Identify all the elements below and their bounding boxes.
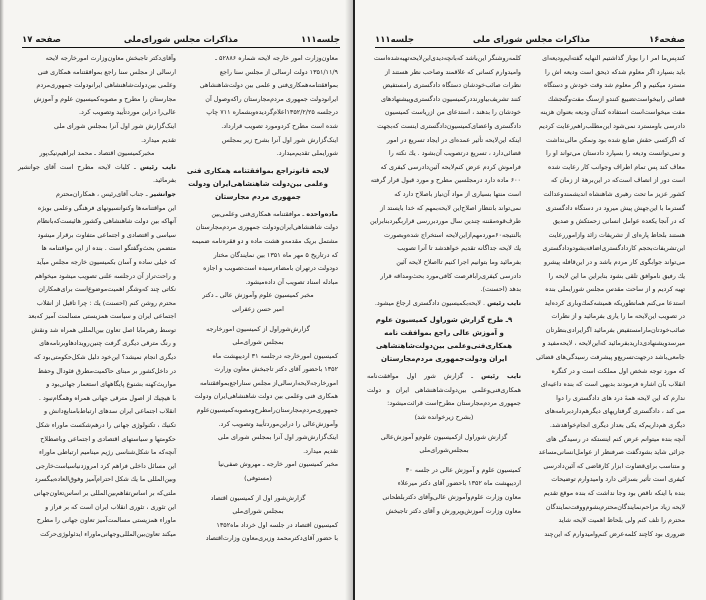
signature: مخبر کمیسیون علوم وآموزش عالی ـ دکتر (202, 291, 314, 300)
text-line: اردیبهشت ماه ۱۳۵۲ باحضور آقای دکتر میرعلاء (397, 479, 521, 488)
text-line: بفرمائید وما بتوانیم اجرا کنیم تااصلاح لایحه آئین (396, 257, 521, 266)
text-line: مسترد میکنیم و اگر معلوم شد وقت خودش و دستگاه (543, 81, 685, 90)
text-line: یك رفیق ناموافق تلقی بشود بنابراین ما این لایحه را (548, 271, 685, 280)
text-line: ۱۳۵۲ باحضور آقای دکتر تاجبخش معاون وزارت (214, 365, 338, 374)
signature: امیر حسن زعفرانی (232, 304, 284, 313)
text-line: و متناسب برای‌قضاوت ابزار کارقاضی که آئین‌دادرسی (543, 461, 685, 470)
heading-line: جمهوری مردم مجارستان (215, 192, 301, 201)
text-line: اینک‌گزارش شور اول آنرا بمجلس شورای ملی (54, 121, 176, 130)
text-line: محترم را تلف کنم ولی بلحاظ اهمیت لایحه شاید (558, 516, 685, 525)
text-line: مبادله اسناد تصویب آن داده‌میشود. (245, 277, 338, 286)
page-number: صفحه ۱۷ (22, 35, 61, 45)
text-line: کیفری است تأثیر بسزائی دارد وامیدوارم توضیحات (551, 475, 685, 484)
deputy-speaker-remark (367, 370, 521, 411)
text-line: نکاتی چند که‌وشگر اهمیت‌موضوع‌است برای‌همکاران (38, 285, 176, 294)
text-line: ارسالی از مجلس سنا راجع بموافقتنامه همکاری فنی (37, 67, 176, 76)
text-line: جامعی‌باشد درجهت‌تسریع‌و پیشرفت رسیدگی‌های قضائی (536, 353, 685, 362)
text-line: ۶۰۰ ماده دارد درمجلسین مطرح و مورد قبول قرار گرفته (370, 176, 521, 185)
text-line: وامیدوارم کسانی که علاقمند وصاحب نظر هستند از (385, 67, 521, 76)
text-line: ۱۳۵۱/۱۱/۹ دولت ارسالی از مجلس سنا راجع (219, 67, 338, 76)
heading-line: لایحه قانونراجع بموافقتنامه همکاری فنی (186, 166, 330, 175)
text-line: تقدیم میدارد. (141, 135, 176, 144)
text-line: بموافقتنامه‌همکاری‌فنی و علمی بین دولت‌شاهنشاهی (199, 81, 338, 90)
text-line: که درتاریخ ۵ مهر ماه ۱۳۵۱ بین نمایندگان مختار (213, 250, 338, 259)
text-line: قضائی رابیخواست‌تضییع کنندو ازسنگ مفت‌وگنجشك (547, 94, 685, 103)
text-line: سیاسی و اقتصادی و اجتماعی متفاوت برقرار میشود (37, 230, 176, 239)
text-line: ـ موافقتنامه همکاری‌فنی وعلمی‌بین (211, 209, 305, 218)
text-line: جزائی شاید بشودگفت صرفنظر از عوامل‌انسانی‌مساعد (538, 448, 685, 457)
text-line: نمی‌تواند بانتظار اصلاح‌این لایحه‌بمهم که خدا بایستد از (380, 203, 521, 212)
publication-title: مذاکرات مجلس شورای‌ملی (123, 35, 239, 45)
single-article (178, 208, 338, 222)
text-line: ایرانودولت جمهوری مردم‌مجارستان راکه‌وصول آن (205, 94, 338, 103)
text-line: یك لایحه جداگانه تقدیم خواهدشد تا آنرا تصویب (397, 244, 521, 253)
article-label: ماده‌واحده (306, 209, 338, 218)
text-line: توسط رهبرمابا اصل تعاون بین‌المللی همراه شد ونقش (31, 325, 176, 334)
signature: مخبر کمیسیون امور خارجه ـ مهروش صفی‌نیا (218, 460, 338, 469)
text-line: شده است مطرح کردومورد تصویب قرارداد. (221, 121, 338, 130)
section-heading: بمجلس شورای‌ملی (232, 507, 284, 516)
text-line: اینک‌گزارش‌شور اول آنرا بمجلس شورای ملی (218, 433, 338, 442)
text-line: با حضور آقای‌دکترمحمد وزیری‌معاون وزارت‌اقتصاد (205, 534, 338, 543)
text-line: فراموش کردم عرض کنم‌لایحه آئین‌دادرسی کیفری که (380, 162, 521, 171)
text-line: است دور از انصاف است‌که در این‌برهة از زمان که (550, 176, 685, 185)
text-line: کنند تشریف‌بیاورندد‌رکمیسیون دادگستری‌وپیشنهادهای (380, 94, 521, 103)
text-line: ملتی‌که بر اساس‌تفاهم‌بین‌المللی بر اساس‌تعاون‌جهانی (33, 489, 176, 497)
remark-text: ـ گزارش شور اول موافقت‌نامه همکاری‌فنی‌وعلمی بین‌دولت‌شاهنشاهی ایران و دولت جمهوری مردم‌مجارستان مطرح‌است قرائت‌میشود: (367, 372, 521, 408)
speaker-name: نایب رئیس (140, 162, 176, 171)
text-line: بدهد (احسنت). (480, 285, 521, 294)
text-line: مشتمل بریک مقدمه‌و هشت ماده و دو فقره‌نامه ضمیمه (191, 236, 338, 245)
text-line: وآموزش‌عالی را دراین‌موردتأیید وتصویب کرد. (218, 419, 338, 428)
text-line: که مورد توجه شخص اول مملکت است و در کنگره (551, 366, 685, 375)
publication-title: مذاکرات مجلس شورای ملی (472, 35, 591, 45)
text-line: قضائی‌دارد ، تسریع درتصویب آن‌بشود . یك نکته را (388, 149, 521, 158)
text-line: اجتماعی ایران و سیاست همزیستی مسالمت آمیز که‌بعد (28, 312, 176, 321)
text-line: کمیسیون علوم و آموزش عالی در جلسه ۳۰ (405, 465, 521, 474)
text-line: لایحه زیاد مزاحم‌نمایندگان‌محترم‌بشوم‌ووقت‌نمایندگان (545, 502, 685, 511)
text-column-left (367, 52, 521, 518)
text-line: این مسائل داخلی فراهم کرد امروزدنیاسیاست‌خارجی (35, 461, 176, 470)
section-heading: بمجلس شورای‌ملی (232, 338, 284, 347)
text-line: در تصویب این‌لایحه ما را یاری بفرمائید و از نظرات (551, 312, 685, 321)
signature: مخبرکمیسیون اقتصاد ـ محمد ابراهیم‌نیک‌پور (39, 149, 155, 158)
session-label: جلسه۱۱۱ (301, 35, 340, 45)
heading-line: وعلمی بین‌دولت شاهنشاهی‌ایران ودولت (188, 179, 328, 188)
text-line: وآقای‌دکتر تاجبخش معاون‌وزارت امورخارجه لایحه (45, 54, 176, 62)
text-line: آنهاکه بین دولت شاهنشاهی وکشور هائیست‌که‌بانظام (36, 217, 176, 226)
text-column-right (525, 52, 685, 541)
speech-opening (18, 188, 176, 202)
text-line: حکومتها و سیاستهای اقتصادی و اجتماعی وباصطلاح (40, 434, 176, 443)
text-line: شورایملی تقدیم‌میدارد. (276, 149, 338, 158)
text-line: این تئوری ، تئوری انقلاب ایران است که بر فراز و (45, 502, 176, 511)
text-line: اینکه این‌لایحه تأثیر عمده‌ای در ایجاد تسریع در امور (386, 135, 521, 144)
text-line: که اگرکسی حقش ضایع شده بود ونمکن مالی‌نداشت (545, 135, 685, 144)
text-line: آنچه‌که ما شکل‌شناسی رژیم مینامیم ارتباطی ماوراء (38, 448, 176, 457)
text-line: دیگری هم‌داریم‌که یکی بعداز دیگری انجام‌خواهدشد. (549, 421, 685, 430)
text-line: هستند بلحاظ پاره‌ای از تشریفات زائد وازاموررعایت (548, 230, 685, 239)
text-line: مفت میخواست‌است استفاده کندآن ودیعه بعنوان هزینه (540, 108, 685, 117)
text-line: انقلاب بآن اشاره فرمودند بدیهی است که بنده داعیه‌ای (540, 380, 685, 389)
text-line: می‌تواند جوابگوی کار مردم باشد و در این‌قافله پیشرو (544, 257, 685, 266)
text-line: دادرسی باومسترد نمی‌شود این‌مطلب‌راهم‌رعایت کردیم (538, 121, 685, 130)
text-line: کندپس‌ما امر ا را بوباز گذاشتیم النهایه گفته‌ایم‌ودیعه‌ای (542, 54, 685, 62)
heading-line: و آموزش عالی راجع بموافقت نامه (384, 329, 504, 338)
running-header (22, 31, 340, 48)
text-line: و راحت‌تراز آن درجلسه علنی تصویب میشود میخواهم (34, 271, 176, 280)
text-line: این‌تشریفات‌بحجم کاردادگستری‌اضافه‌بشودودادگستری (542, 244, 685, 253)
text-line: و رنگ مترقی دیگری گرفت چنین‌رویدادهاوبرنامه‌های (39, 339, 176, 348)
text-line: دادرسی کیفری‌رابافرصت کافی‌مورد بحث‌ومداقه قرار (380, 271, 521, 280)
section-heading: گزارش‌شور اول از کمیسیون اقتصاد (210, 493, 306, 502)
page-number: صفحه۱۶ (648, 35, 685, 45)
text-line: است منتها بسیاری از مواد آن‌نیاز باصلاح دارد که (394, 189, 521, 198)
read-note: (بشرح زیرخوانده شد) (414, 413, 474, 422)
text-column-left (18, 52, 176, 541)
bill-heading (178, 165, 338, 204)
text-line: ضروری بود کاچند کلمه‌عرض کنم‌وامیدوارم که این‌چند (544, 529, 685, 538)
text-column-right (178, 52, 338, 546)
text-line: دیگری انجام نمیشد؟ این‌خود دلیل شکل‌حکومتی‌بود که (34, 353, 176, 362)
heading-line: ۹ـ طرح گزارش شوراول کمیسیون علوم (375, 316, 513, 325)
text-line: نظرات صائب‌خودشان دستگاه دادگستری رامستفیض (382, 81, 521, 90)
text-line: دولت شاهنشاهی‌ایران‌ودولت جمهوری مردم‌مجارستان (195, 223, 338, 232)
text-line: کشور عزیز ما تحت رهبری شاهنشاه اندیشمندوعدالت (543, 189, 685, 198)
section-heading: گزارش‌شوراول از کمیسیون امورخارجه (206, 324, 310, 333)
text-line: اینک‌گزارش شور اول آنرا بشرح زیر بمجلس (221, 135, 338, 144)
agenda-item-heading (367, 314, 521, 366)
text-line: استدعا می‌کنم همانطوریکه همیشه‌کمك‌وباری کرده‌اید (544, 298, 685, 307)
text-line: مواریث‌کهنه بشنوع پایگاههای استعمار جهانی‌بود و (46, 380, 176, 389)
deputy-speaker-remark (18, 161, 176, 188)
text-line: و نمی‌توانست ودیعه را بسپارد دادستان می‌تواند او را (546, 149, 685, 158)
remark-text: ـ کلیات لایحه مطرح است آقای جوانشیر بفرمائید. (18, 162, 176, 185)
text-line: دودولت درتهران بامضاءرسیده است‌تصویب و اجازه (203, 264, 338, 273)
session-label: جلسه۱۱۱ (375, 35, 414, 45)
text-line: دادگستری واعضای‌کمیسیون‌دادگستری اینست که‌بجهت (377, 121, 521, 130)
text-line: کلمه‌روشنگر این‌باشد که‌بانچه‌دیدی‌این‌لایحه‌تهیه‌شده‌است (373, 54, 521, 62)
text-line: می کند ، دادگستری گرفتاریهای دیگرهم‌داردبرنامه‌های (544, 407, 685, 416)
text-line: عالی‌را دراین موردتأیید وتصویب کرد. (78, 108, 176, 117)
text-line: معاون‌وزارت امور خارجه لایحه شماره ۵۲۸۸۶ ـ (215, 54, 338, 62)
text-line: معاون وزارت علوم‌وآموزش عالی‌وآقای دکتر‌بلطحانی (382, 493, 521, 502)
text-line: کمیسیون اقتصاد در جلسه اول خرداد ماه۱۳۵۲ (216, 520, 338, 529)
text-line: محترم روشن کنم (احسنت) یك : چرا تاقبل از انقلاب (36, 298, 176, 307)
text-line: که در آنجا یکعده عوامل انسانی زحمتکش و صدیق (552, 217, 685, 226)
remark-text: . لایحه‌بکمیسیون دادگستری ارجاع میشود. (374, 298, 486, 307)
text-line: معاون وزارت آموزش‌وپرورش و آقای دکتر تاجبخش (385, 506, 521, 515)
text-line: میرسدویشنهادی‌داریدبفرمائید که‌این‌لایحه ، لایحه‌مفید و (542, 339, 685, 348)
text-line: که خیلی ساده و آسان بکمیسیون خارجه مجلس میآید (36, 257, 176, 266)
speaker-name: نایب رئیس (481, 372, 521, 381)
text-line: تقدیم میدارد. (303, 446, 338, 455)
right-page (353, 0, 706, 600)
deputy-speaker-remark (367, 297, 521, 311)
text-line: طرف‌قوه‌مقننه چندین سال موردبررسی قراربگیرد‌بنابراین (370, 217, 521, 226)
text-line: صائب‌خودتان‌مارا‌مستفیض بفرمائید اگرایرادی‌بنظرتان (545, 325, 685, 334)
text-line: باید بسپارد اگر معلوم شدکه ذیحق است ودیعه اش را (545, 67, 685, 76)
text-line: مجارستان را مطرح و مصوبه‌کمیسیون علوم و آموزش (33, 94, 176, 103)
text-line: ـ جناب آقای‌رئیس ، همکاران‌محترم (55, 189, 148, 198)
text-line: گسترما با این‌جهش پیش میرود در دستگاه دادگستری (545, 203, 685, 212)
text-line: انقلاب اجتماعی ایران سدهای ارتباط‌بامنابع‌دانش و (43, 407, 176, 416)
section-heading: گزارش شوراول ازکمیسیون علوم‌و آموزش‌عالی (380, 432, 508, 441)
text-line: تکنیك ، تکنولوژی جهانی را درهم‌شکست ماوراء شکل (36, 421, 176, 430)
text-line: کمیسیون امورخارجه درجلسه ۳۱ اردیبهشت ماه (212, 351, 338, 360)
text-line: در داخل‌کشور بر مبنای حاکمیت‌مطرق فئودال وحفظ (37, 366, 176, 375)
text-line: این مواقتنامه‌ها وکنوانسیونهای فرهنگی وعلمی بویژه (37, 203, 176, 212)
running-header (375, 31, 685, 48)
text-line: ماوراء همزیستی مسالمت‌آمیز تعاون جهانی را مطرح (36, 516, 176, 525)
text-line: وبین‌المللی ما یك شکل احترام‌آمیز وفوق‌العاده‌ببگسرد (34, 475, 176, 484)
speaker-name: نایب رئیس (487, 298, 521, 307)
scan-edge-shadow (0, 0, 4, 600)
text-line: امورخارجه‌لایحه‌ارسالی‌از مجلس سناراجع‌بموافقتنامه (199, 378, 338, 387)
text-line: خودشان را بدهند ، استدعای من ازریاست کمیسیون (384, 108, 521, 117)
heading-line: همکاری‌فنی‌وعلمی بین‌دولت‌شاهنشاهی (375, 342, 513, 351)
text-line: با هیچیك از اصول مترقی جهانی همراه وهمگام‌نبود . (38, 393, 176, 402)
section-heading: بمجلس‌شورای‌ملی (419, 446, 469, 455)
text-line: متضمن بحث‌وگفتگو است . بنده از این مواقتنامه ها (41, 244, 176, 253)
text-line: میکند تعاون‌بین‌المللی‌وجهانی‌ماوراء ایدئولوژی‌حرکت (40, 529, 176, 538)
heading-line: ایران ودولت‌جمهوری مردم‌مجارستان (381, 355, 507, 364)
signature: (مستوفی) (244, 474, 272, 483)
text-line: وعلمی بین‌دولت‌شاهنشاهی ایرانودولت جمهوری‌مردم (36, 81, 176, 90)
text-line: آنچه بنده میتوانم عرض کنم اینستکه در رسیدگی های (546, 434, 685, 443)
text-line: ندارم که این لایحه همهٔ درد های دادگستری را دوا (556, 393, 685, 402)
text-line: بالنتیجه۶۰موردمهم‌ازاین‌لایحه استخراج شده‌وبصورت (384, 230, 521, 239)
text-line: درجلسه ۱۳۵۲/۲/۲۵اعلام‌گردیده‌وبشماره ۷۱۱ چاپ (206, 108, 338, 117)
speaker-name: جوانشیر (149, 189, 176, 198)
text-line: جمهوری‌مردم‌مجارستان‌رامطرح‌ومصوبه‌کمیسیون‌علوم (196, 406, 338, 415)
text-line: معاف کند پس تمام اطراف وجوانب کار رعایت شده (548, 162, 685, 171)
text-line: بنده با اینکه ناقص بود وجا نداشت که بنده موقع تقدیم (543, 489, 685, 497)
text-line: همکاری فنی وعلمی بین دولت شاهنشاهی‌ایران ودولت (194, 392, 338, 401)
text-line: تهیه کردیم و از ساحت مقدس مجلس شورایملی بنده (545, 285, 685, 294)
